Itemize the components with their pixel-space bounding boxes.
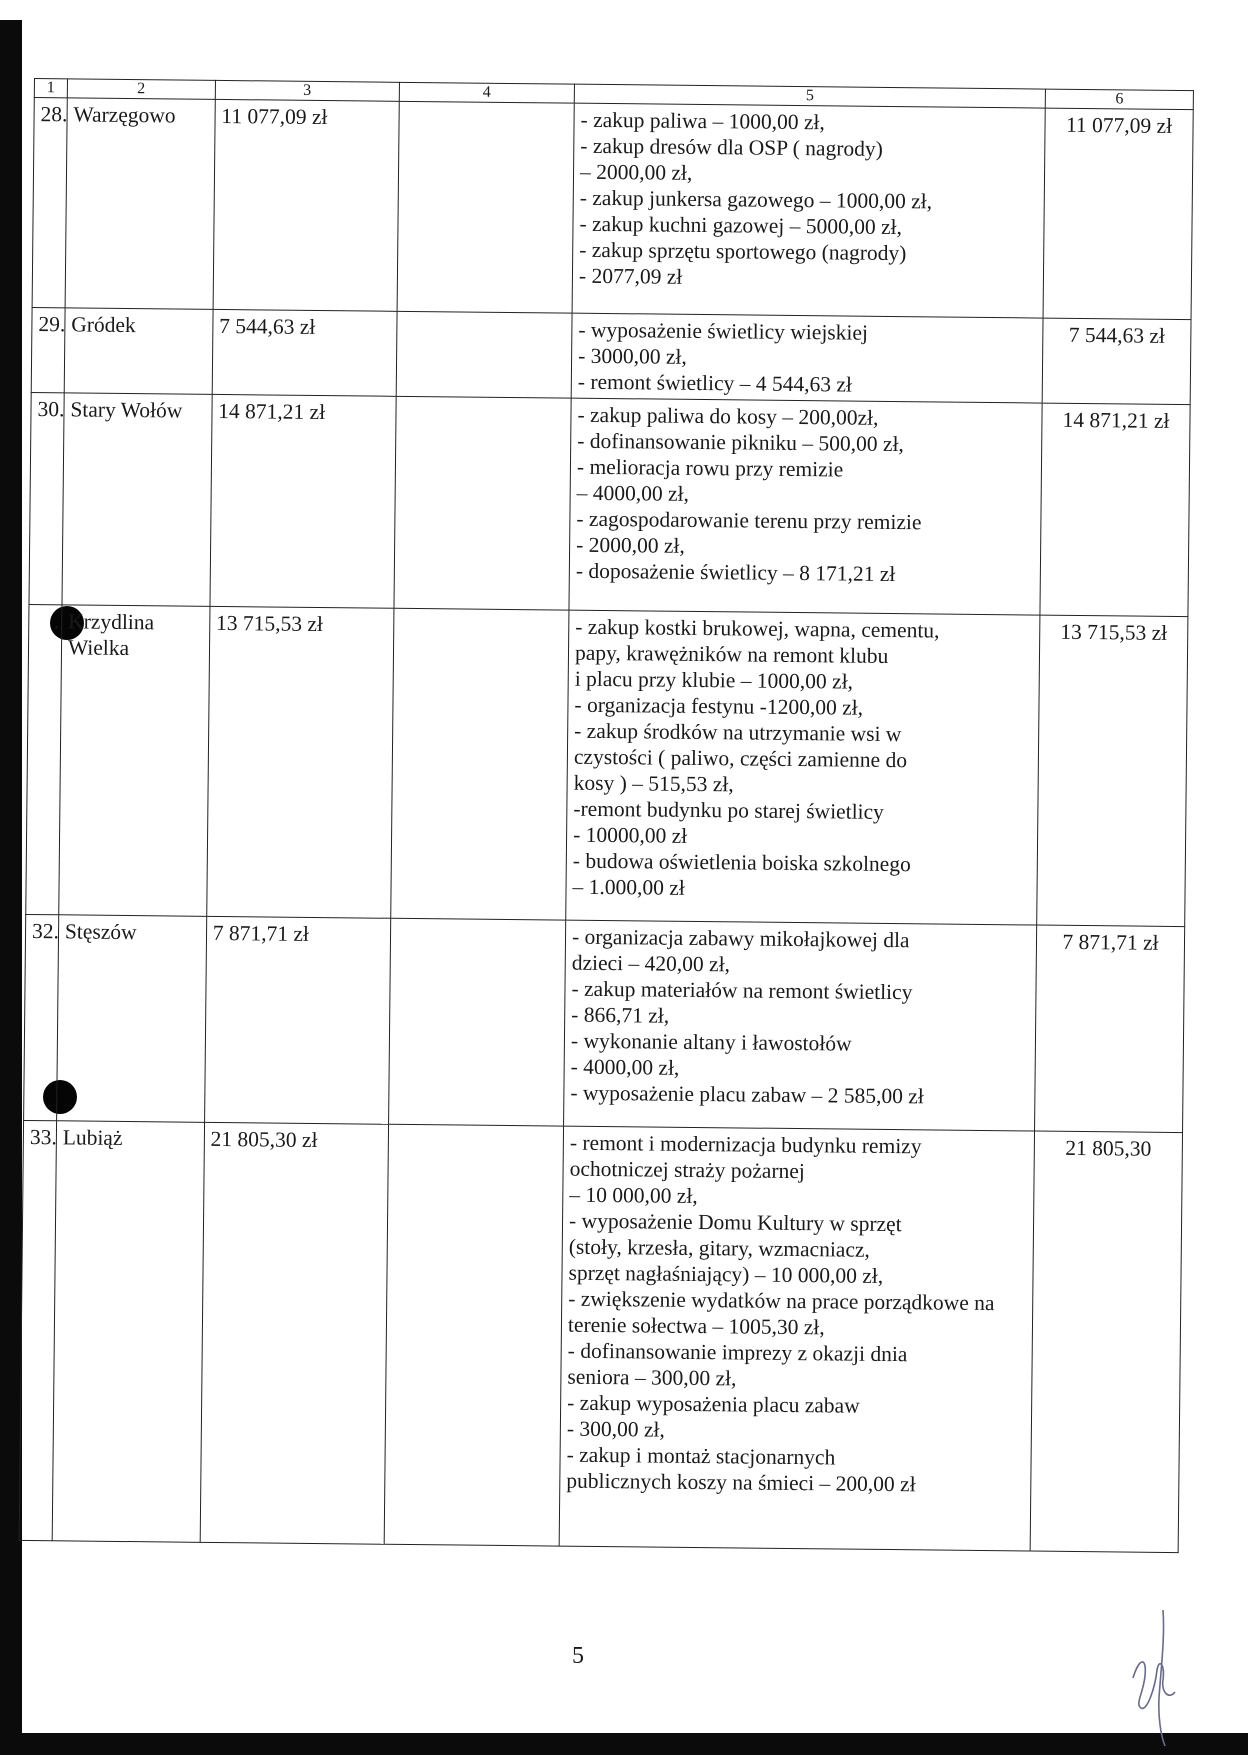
page-number: 5 [572,1643,584,1669]
expense-item: - zakup junkersa gazowego – 1000,00 zł, [579,185,933,214]
village-name: Lubiąż [52,1121,204,1543]
expense-item: papy, krawężników na remont klubu [574,640,889,668]
expense-item: - budowa oświetlenia boiska szkolnego [572,848,911,877]
village-name: Warzęgowo [65,98,215,310]
expense-item: - zakup dresów dla OSP ( nagrody) [580,133,883,161]
empty-column-4 [384,1124,564,1546]
row-number: 28. [32,98,67,308]
expense-item: -remont budynku po starej świetlicy [573,796,885,824]
total-amount: 13 715,53 zł [1037,615,1188,927]
expense-item: i placu przy klubie – 1000,00 zł, [574,666,854,694]
expense-item: - 2000,00 zł, [576,532,685,558]
column-number: 6 [1045,89,1193,110]
empty-column-4 [390,608,569,920]
table-row [26,604,1188,926]
expense-item: - 3000,00 zł, [578,343,687,369]
row-number: 33. [19,1120,56,1540]
expense-item: – 10 000,00 zł, [569,1182,698,1209]
table-row [24,914,1185,1132]
column-number: 1 [34,79,67,98]
expense-item: - 300,00 zł, [566,1416,665,1442]
expense-item: - wyposażenie Domu Kultury w sprzęt [568,1208,902,1237]
allocated-amount: 7 544,63 zł [212,309,397,396]
expense-item: - zakup kostki brukowej, wapna, cementu, [575,614,940,643]
allocated-amount: 11 077,09 zł [213,99,399,311]
expense-item: - doposażenie świetlicy – 8 171,21 zł [575,558,896,587]
expense-item: – 1.000,00 zł [572,874,685,900]
expense-item: - organizacja festynu -1200,00 zł, [574,692,864,720]
expense-item: - 866,71 zł, [571,1002,670,1028]
total-amount: 21 805,30 [1030,1131,1182,1553]
table-row [19,1120,1182,1552]
village-name: Stęszów [56,915,206,1123]
expense-item: - organizacja zabawy mikołajkowej dla [571,924,910,953]
expense-item: - zakup wyposażenia placu zabaw [567,1390,860,1418]
column-number: 5 [574,84,1045,108]
expense-item: - zakup sprzętu sportowego (nagrody) [579,237,907,266]
row-number: 32. [24,914,59,1120]
village-name: Krzydlina Wielka [59,605,210,917]
empty-column-4 [396,311,572,398]
empty-column-4 [394,396,571,610]
expense-item: - 4000,00 zł, [570,1054,680,1080]
expense-item: - dofinansowanie imprezy z okazji dnia [567,1338,908,1367]
expense-item: terenie sołectwa – 1005,30 zł, [567,1312,825,1340]
allocated-amount: 21 805,30 zł [200,1122,388,1544]
expense-item: seniora – 300,00 zł, [567,1364,737,1391]
expense-item: dzieci – 420,00 zł, [571,950,731,977]
column-number: 3 [215,80,399,101]
row-number: 29. [31,307,65,392]
total-amount: 11 077,09 zł [1043,108,1193,320]
allocated-amount: 13 715,53 zł [206,606,393,918]
expense-item: ochotniczej straży pożarnej [569,1156,805,1184]
expense-description [569,398,1042,615]
signature [1125,1608,1185,1748]
expense-item: - zagospodarowanie terenu przy remizie [576,506,922,535]
expense-item: - remont świetlicy – 4 544,63 zł [577,369,853,397]
expense-item: - dofinansowanie pikniku – 500,00 zł, [577,428,905,457]
total-amount: 14 871,21 zł [1040,403,1190,617]
table-row [31,307,1191,404]
expense-description [571,313,1043,403]
total-amount: 7 544,63 zł [1042,318,1191,405]
expense-item: - zakup paliwa – 1000,00 zł, [580,107,825,135]
expense-description [564,920,1037,1131]
total-amount: 7 871,71 zł [1035,925,1185,1133]
empty-column-4 [397,101,574,313]
expense-item: - remont i modernizacja budynku remizy [569,1130,922,1159]
expense-item: (stoły, krzesła, gitary, wzmacniacz, [568,1234,871,1262]
expense-item: - 10000,00 zł [573,822,688,848]
expense-item: - zakup środków na utrzymanie wsi w [574,718,902,747]
table-row [29,392,1190,616]
funds-table [19,78,1194,1553]
expense-item: publicznych koszy na śmieci – 200,00 zł [566,1468,916,1497]
empty-column-4 [388,918,565,1126]
allocated-amount: 14 871,21 zł [210,394,396,608]
expense-description [572,103,1045,318]
row-number: 30. [29,392,64,604]
expense-item: czystości ( paliwo, części zamienne do [573,744,908,773]
table-row [32,98,1193,320]
expense-item: - zakup paliwa do kosy – 200,00zł, [577,402,879,430]
scan-edge-bottom [0,1733,1248,1755]
village-name: Stary Wołów [62,393,212,607]
expense-item: sprzęt nagłaśniający) – 10 000,00 zł, [568,1260,884,1288]
expense-description [566,610,1040,925]
row-number: . [26,604,62,914]
expense-item: - zakup kuchni gazowej – 5000,00 zł, [579,211,903,240]
expense-description [559,1126,1034,1551]
allocated-amount: 7 871,71 zł [204,916,390,1124]
expense-item: - melioracja rowu przy remizie [576,454,844,482]
expense-item: - zwiększenie wydatków na prace porządkowe na [568,1286,995,1316]
expense-item: - 2077,09 zł [578,263,683,289]
expense-item: - zakup i montaż stacjonarnych [566,1442,836,1470]
expense-item: – 2000,00 zł, [579,159,693,185]
expense-item: – 4000,00 zł, [576,480,690,506]
expense-item: - wyposażenie placu zabaw – 2 585,00 zł [570,1080,924,1109]
column-number: 4 [399,82,574,103]
expense-item: kosy ) – 515,53 zł, [573,770,734,797]
expense-item: - zakup materiałów na remont świetlicy [571,976,913,1005]
expense-item: - wyposażenie świetlicy wiejskiej [578,317,869,345]
column-number: 2 [67,79,215,100]
expense-item: - wykonanie altany i ławostołów [570,1028,852,1056]
village-name: Gródek [64,308,213,395]
